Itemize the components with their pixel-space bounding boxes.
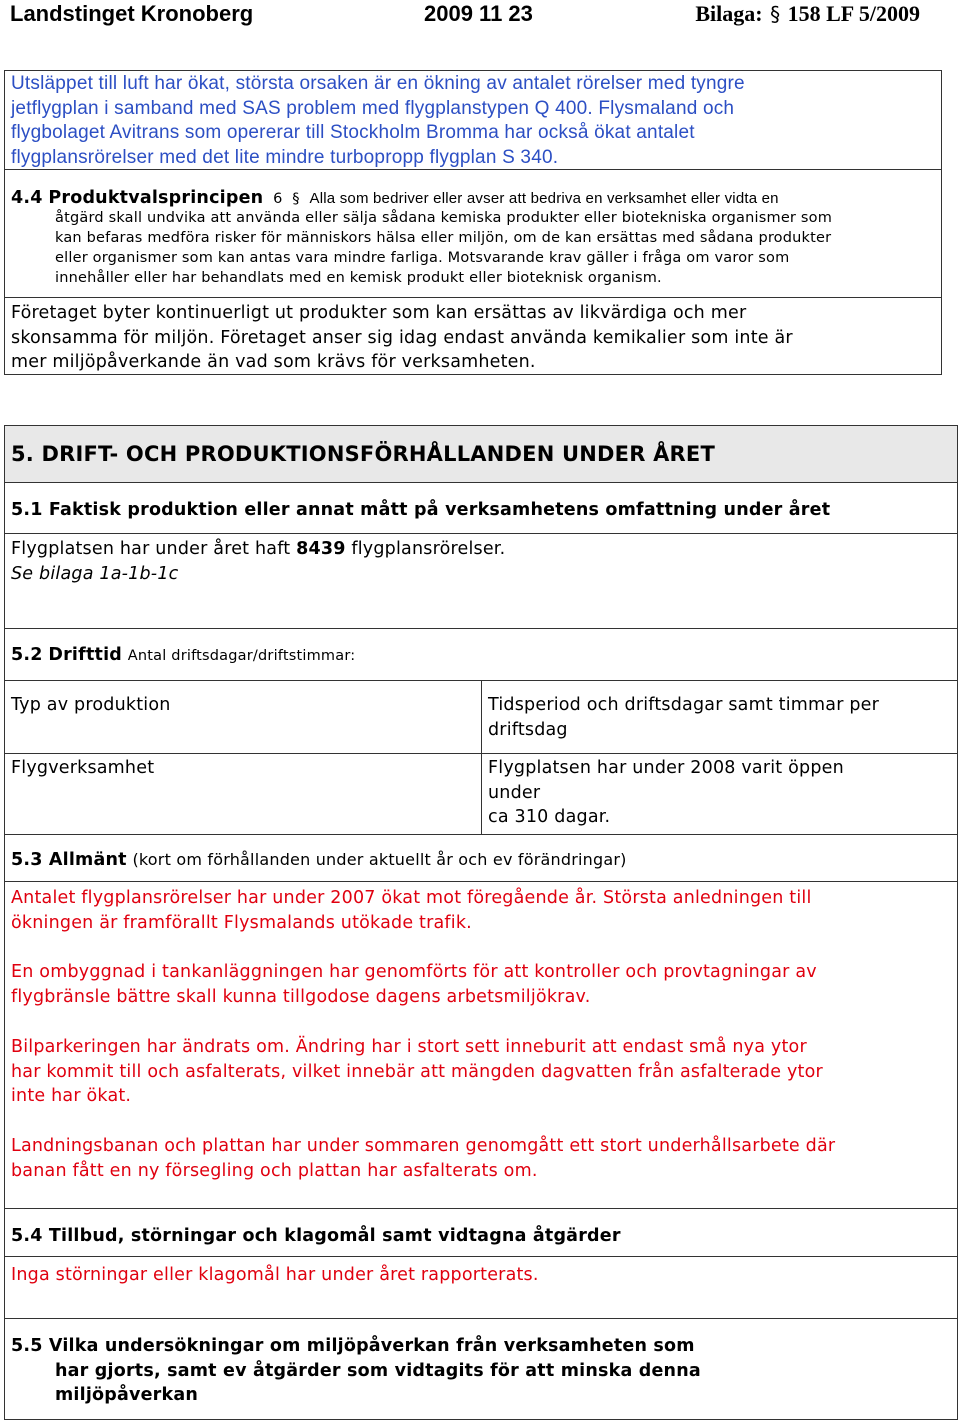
text-line: flygbolaget Avitrans som opererar till Stockholm Bromma har också ökat antalet — [11, 122, 695, 143]
product-replacement-paragraph — [11, 301, 793, 375]
bilaga-label: Bilaga: — [695, 1, 763, 26]
text-line: Flygplatsen har under 2008 varit öppen — [488, 758, 844, 778]
section-5-1-title: 5.1 Faktisk produktion eller annat mått på verksamhetens omfattning under året — [11, 500, 831, 520]
text-line: driftsdag — [488, 719, 568, 740]
heading-subtitle: (kort om förhållanden under aktuellt år och ev förändringar) — [132, 850, 627, 869]
divider — [4, 533, 958, 534]
general-paragraph-1 — [11, 886, 812, 935]
section-sign-icon: § — [770, 2, 781, 26]
text-line: under — [488, 782, 541, 803]
table-header-period — [488, 693, 879, 742]
bilaga-value: 158 LF 5/2009 — [787, 1, 920, 26]
text-segment: Flygplatsen har under året haft — [11, 539, 297, 559]
text-line: inte har ökat. — [11, 1086, 132, 1106]
rule-text-first: Alla som bedriver eller avser att bedriva en verksamhet eller vidta en — [309, 190, 779, 207]
header-organization: Landstinget Kronoberg — [10, 1, 254, 26]
heading-title: 5.3 Allmänt — [11, 850, 127, 870]
text-line: flygplansrörelser med det lite mindre turbopropp flygplan S 340. — [11, 146, 559, 168]
section-sign-icon: § — [292, 191, 300, 207]
header-date: 2009 11 23 — [424, 1, 533, 26]
text-line: innehåller eller har behandlats med en kemisk produkt eller bioteknisk organism. — [55, 270, 662, 286]
text-line: Tidsperiod och driftsdagar samt timmar per — [488, 695, 880, 715]
header-bilaga — [695, 1, 920, 27]
text-line: mer miljöpåverkande än vad som krävs för verksamheten. — [11, 352, 536, 372]
divider — [4, 834, 958, 835]
table-cell-flight-operations: Flygverksamhet — [11, 758, 155, 778]
text-line: En ombyggnad i tankanläggningen har genomförts för att kontroller och provtagningar av — [11, 962, 817, 982]
rule-text — [55, 208, 832, 288]
text-line: ökningen är framförallt Flysmalands utökade trafik. — [11, 912, 472, 933]
general-paragraph-3 — [11, 1035, 823, 1109]
text-line: Landningsbanan och plattan har under sommaren genomgått ett stort underhållsarbete där — [11, 1136, 836, 1156]
section-5-3-title — [11, 848, 627, 873]
section-5-title: 5. DRIFT- OCH PRODUKTIONSFÖRHÅLLANDEN UNDER ÅRET — [11, 442, 715, 466]
general-paragraph-2 — [11, 960, 817, 1009]
text-line: Bilparkeringen har ändrats om. Ändring har i stort sett inneburit att endast små nya ytor — [11, 1037, 807, 1057]
text-line: Antalet flygplansrörelser har under 2007 ökat mot föregående år. Största anledningen till — [11, 888, 812, 908]
table-column-divider — [481, 680, 482, 834]
section-5-5-title — [11, 1334, 701, 1408]
divider — [4, 1318, 958, 1319]
incidents-text: Inga störningar eller klagomål har under året rapporterats. — [11, 1265, 539, 1285]
emissions-paragraph — [11, 72, 745, 170]
movements-count: 8439 — [296, 539, 346, 559]
text-line: eller organismer som kan antas vara mindre farliga. Motsvarande krav gäller i fråga om varor som — [55, 250, 790, 266]
divider — [4, 628, 958, 629]
text-line: åtgärd skall undvika att använda eller sälja sådana kemiska produkter eller biotekniska organismer som — [55, 210, 833, 226]
general-paragraph-4 — [11, 1134, 835, 1183]
section-5-2-title — [11, 643, 355, 668]
text-line: har gjorts, samt ev åtgärder som vidtagits för att minska denna — [55, 1360, 701, 1381]
text-line: jetflygplan i samband med SAS problem med flygplanstypen Q 400. Flysmaland och — [11, 97, 735, 119]
movements-text — [11, 537, 505, 562]
divider — [4, 1256, 958, 1257]
page-header — [0, 0, 960, 30]
text-line: Företaget byter kontinuerligt ut produkter som kan ersättas av likvärdiga och mer — [11, 303, 747, 323]
divider — [4, 297, 942, 298]
heading-title: Produktvalsprincipen — [48, 188, 264, 208]
text-line: har kommit till och asfalterats, vilket innebär att mängden dagvatten från asfalterade ytor — [11, 1061, 823, 1082]
text-segment: flygplansrörelser. — [345, 539, 506, 559]
heading-ref: 6 — [273, 191, 283, 207]
divider — [4, 881, 958, 882]
divider — [4, 1208, 958, 1209]
text-line: skonsamma för miljön. Företaget anser sig idag endast använda kemikalier som inte är — [11, 327, 793, 348]
text-line: kan befaras medföra risker för människors hälsa eller miljön, om de kan ersättas med sådana produkter — [55, 230, 832, 246]
heading-title: Drifttid — [48, 645, 123, 665]
text-line: 5.5 Vilka undersökningar om miljöpåverkan från verksamheten som — [11, 1336, 695, 1356]
text-line: Utsläppet till luft har ökat, största orsaken är en ökning av antalet rörelser med tyngre — [11, 73, 745, 94]
table-cell-open-days — [488, 756, 844, 830]
text-line: flygbränsle bättre skall kunna tillgodose dagens arbetsmiljökrav. — [11, 986, 591, 1007]
heading-subtitle: Antal driftsdagar/driftstimmar: — [127, 648, 356, 664]
text-line: miljöpåverkan — [55, 1385, 199, 1405]
appendix-reference: Se bilaga 1a-1b-1c — [11, 564, 179, 584]
heading-number: 5.2 — [11, 645, 43, 665]
text-line: banan fått en ny försegling och plattan har asfalterats om. — [11, 1160, 538, 1181]
divider — [4, 482, 958, 483]
heading-number: 4.4 — [11, 188, 43, 208]
text-line: ca 310 dagar. — [488, 807, 611, 827]
table-header-type: Typ av produktion — [11, 695, 171, 715]
product-choice-heading — [11, 186, 779, 211]
section-5-4-title: 5.4 Tillbud, störningar och klagomål samt vidtagna åtgärder — [11, 1226, 621, 1246]
